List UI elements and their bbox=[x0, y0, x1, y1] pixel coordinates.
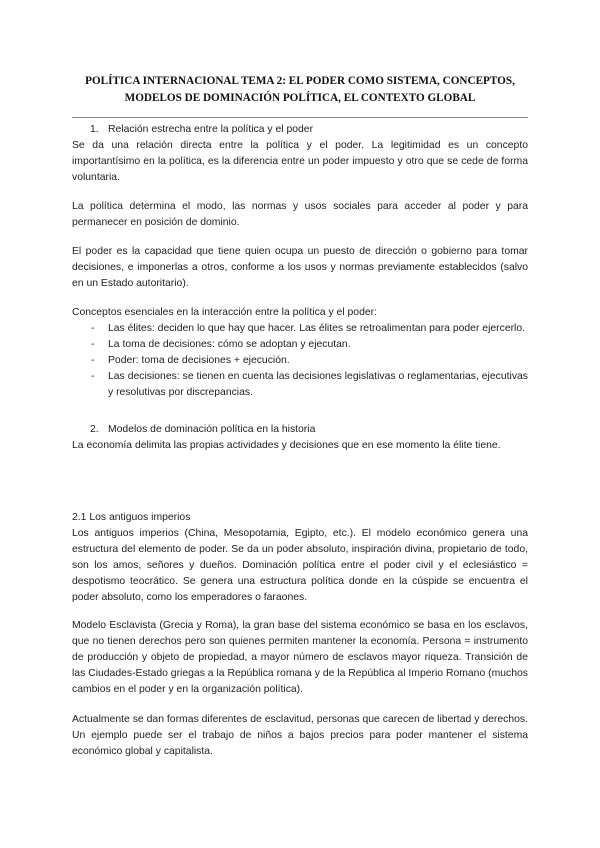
section-2-paragraph-2: Los antiguos imperios (China, Mesopotamia, Egipto, etc.). El modelo económico genera una estructura del elemento de poder. Se da un poder absoluto, inspiración divina, propietario de todo, son los amos, señores y dueños. Dominación política entre el poder civil y el eclesiástico = despotismo teocrático. Se genera una estructura política donde en la cúspide se encuentra el poder absoluto, como los emperadores o faraones. bbox=[72, 528, 528, 604]
section-1-paragraph-4: Conceptos esenciales en la interacción entre la política y el poder: bbox=[72, 307, 377, 318]
section-1-heading bbox=[72, 122, 528, 138]
list-item: - Las decisiones: se tienen en cuenta las decisiones legislativas o reglamentarias, ejecutivas y resolutivas por discrepancias. bbox=[91, 371, 528, 399]
section-1-paragraph-1: Se da una relación directa entre la política y el poder. La legitimidad es un concepto importantísimo en la política, es la diferencia entre un poder impuesto y otro que se cede de forma voluntaria. bbox=[72, 140, 528, 184]
bullet-dash: - bbox=[91, 371, 95, 383]
title-line-2: MODELOS DE DOMINACIÓN POLÍTICA, EL CONTEXTO GLOBAL bbox=[124, 92, 476, 104]
section-1-paragraph-2: La política determina el modo, las normas y usos sociales para acceder al poder y para permanecer en posición de dominio. bbox=[72, 201, 528, 229]
list-item: - Poder: toma de decisiones + ejecución. bbox=[72, 353, 528, 369]
list-item: - La toma de decisiones: cómo se adoptan y ejecutan. bbox=[72, 337, 528, 353]
section-2-paragraph-4: Actualmente se dan formas diferentes de esclavitud, personas que carecen de libertad y derechos. Un ejemplo puede ser el trabajo de niños a bajos precios para poder mantener el sistema económico global y capitalista. bbox=[72, 714, 528, 758]
concepts-list bbox=[72, 321, 528, 401]
section-2-heading bbox=[72, 422, 528, 438]
section-1-number: 1. bbox=[90, 124, 99, 135]
section-2-title: Modelos de dominación política en la historia bbox=[108, 424, 316, 435]
section-2-paragraph-1: La economía delimita las propias actividades y decisiones que en ese momento la élite tiene. bbox=[72, 440, 501, 451]
title-line-1: POLÍTICA INTERNACIONAL TEMA 2: EL PODER COMO SISTEMA, CONCEPTOS, bbox=[85, 75, 515, 87]
document-title bbox=[72, 73, 528, 107]
title-divider bbox=[72, 117, 528, 118]
bullet-dash: - bbox=[91, 355, 95, 367]
list-item: - Las élites: deciden lo que hay que hacer. Las élites se retroalimentan para poder ejercerlo. bbox=[72, 321, 528, 337]
bullet-dash: - bbox=[91, 339, 95, 351]
section-1-paragraph-3: El poder es la capacidad que tiene quien ocupa un puesto de dirección o gobierno para tomar decisiones, e imponerlas a otros, conforme a los usos y normas previamente establecidos (salvo en un Estado autoritario). bbox=[72, 246, 528, 290]
section-1-title: Relación estrecha entre la política y el poder bbox=[108, 124, 314, 135]
section-2-paragraph-3: Modelo Esclavista (Grecia y Roma), la gran base del sistema económico se basa en los esclavos, que no tienen derechos pero son quienes permiten mantener la economía. Persona = instrumento de producción y objeto de propiedad, a mayor número de esclavos mayor riqueza. Transición de las Ciudades-Estado griegas a la República romana y de la República al Imperio Romano (muchos cambios en el poder y en la organización política). bbox=[72, 620, 528, 696]
bullet-dash: - bbox=[91, 323, 95, 334]
section-2-number: 2. bbox=[90, 424, 99, 435]
subsection-2-1-heading: 2.1 Los antiguos imperios bbox=[72, 512, 191, 523]
